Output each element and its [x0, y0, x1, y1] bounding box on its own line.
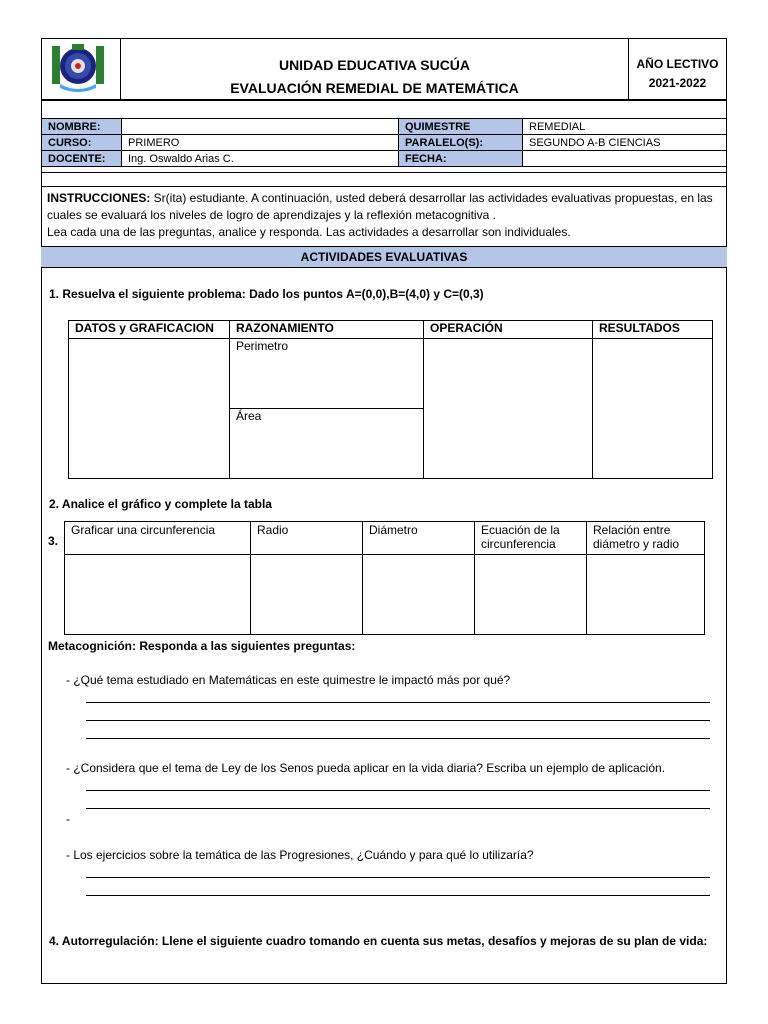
meta-question-c: - Los ejercicios sobre la temática de las Progresiones, ¿Cuándo y para qué lo utilizaría? [66, 848, 534, 862]
perimetro-label: Perimetro [236, 339, 289, 353]
col-header: Relación entre diámetro y radio [587, 522, 705, 555]
col-header: OPERACIÓN [424, 321, 593, 339]
resultados-cell[interactable] [593, 339, 713, 479]
quimestre-label: QUIMESTRE [399, 119, 523, 135]
divider [41, 186, 727, 187]
col-header: Diámetro [363, 522, 475, 555]
student-info-table [41, 118, 727, 167]
quimestre-value: REMEDIAL [523, 119, 727, 135]
answer-line[interactable] [86, 702, 710, 703]
paralelo-label: PARALELO(S): [399, 135, 523, 151]
school-logo [50, 40, 106, 96]
divider [41, 172, 727, 173]
docente-label: DOCENTE: [42, 151, 122, 167]
fecha-label: FECHA: [399, 151, 523, 167]
metacognition-title: Metacognición: Responda a las siguientes preguntas: [48, 639, 356, 653]
datos-cell[interactable] [69, 339, 230, 479]
nombre-label: NOMBRE: [42, 119, 122, 135]
exam-title: EVALUACIÓN REMEDIAL DE MATEMÁTICA [230, 80, 519, 96]
instructions-text-2: Lea cada una de las preguntas, analice y responda. Las actividades a desarrollar son individuales. [47, 225, 571, 239]
fecha-field[interactable] [523, 151, 727, 167]
answer-cell[interactable] [475, 555, 587, 635]
divider [41, 100, 727, 101]
question-1-table [68, 320, 713, 479]
nombre-field[interactable] [122, 119, 399, 135]
curso-label: CURSO: [42, 135, 122, 151]
page-frame [41, 38, 727, 984]
area-cell[interactable] [230, 409, 424, 479]
meta-question-a: - ¿Qué tema estudiado en Matemáticas en este quimestre le impactó más por qué? [66, 673, 511, 687]
meta-dash: - [66, 812, 70, 826]
area-label: Área [236, 409, 262, 423]
col-header: Ecuación de la circunferencia [475, 522, 587, 555]
answer-line[interactable] [86, 738, 710, 739]
question-3-number: 3. [48, 534, 59, 548]
question-2: 2. Analice el gráfico y complete la tabla [49, 497, 272, 511]
meta-question-b: - ¿Considera que el tema de Ley de los Senos pueda aplicar en la vida diaria? Escriba un ejemplo de aplicación. [66, 761, 666, 775]
answer-cell[interactable] [251, 555, 363, 635]
perimetro-cell[interactable] [230, 339, 424, 409]
year-value: 2021-2022 [648, 76, 707, 90]
docente-value: Ing. Oswaldo Arias C. [122, 151, 399, 167]
question-1: 1. Resuelva el siguiente problema: Dado los puntos A=(0,0),B=(4,0) y C=(0,3) [49, 287, 484, 301]
answer-cell[interactable] [65, 555, 251, 635]
year-label: AÑO LECTIVO [636, 57, 719, 71]
col-header: DATOS y GRAFICACION [69, 321, 230, 339]
instructions-text: Sr(ita) estudiante. A continuación, usted deberá desarrollar las actividades evaluativas propuestas, en las cuales se evaluará los niveles de logro de aprendizajes y la reflexión metacognitiva . [47, 191, 713, 222]
col-header: Radio [251, 522, 363, 555]
answer-line[interactable] [86, 877, 710, 878]
paralelo-value: SEGUNDO A-B CIENCIAS [523, 135, 727, 151]
answer-cell[interactable] [363, 555, 475, 635]
question-2-table [64, 521, 705, 635]
col-header: RESULTADOS [593, 321, 713, 339]
instructions-label: INSTRUCCIONES: [47, 191, 151, 205]
answer-line[interactable] [86, 790, 710, 791]
instructions [47, 190, 722, 241]
answer-cell[interactable] [587, 555, 705, 635]
section-title: ACTIVIDADES EVALUATIVAS [41, 246, 727, 268]
question-4: 4. Autorregulación: Llene el siguiente cuadro tomando en cuenta sus metas, desafíos y mejoras de su plan de vida: [49, 934, 708, 948]
col-header: Graficar una circunferencia [65, 522, 251, 555]
school-name: UNIDAD EDUCATIVA SUCÚA [278, 57, 471, 73]
operacion-cell[interactable] [424, 339, 593, 479]
answer-line[interactable] [86, 895, 710, 896]
col-header: RAZONAMIENTO [230, 321, 424, 339]
answer-line[interactable] [86, 720, 710, 721]
curso-value: PRIMERO [122, 135, 399, 151]
answer-line[interactable] [86, 808, 710, 809]
